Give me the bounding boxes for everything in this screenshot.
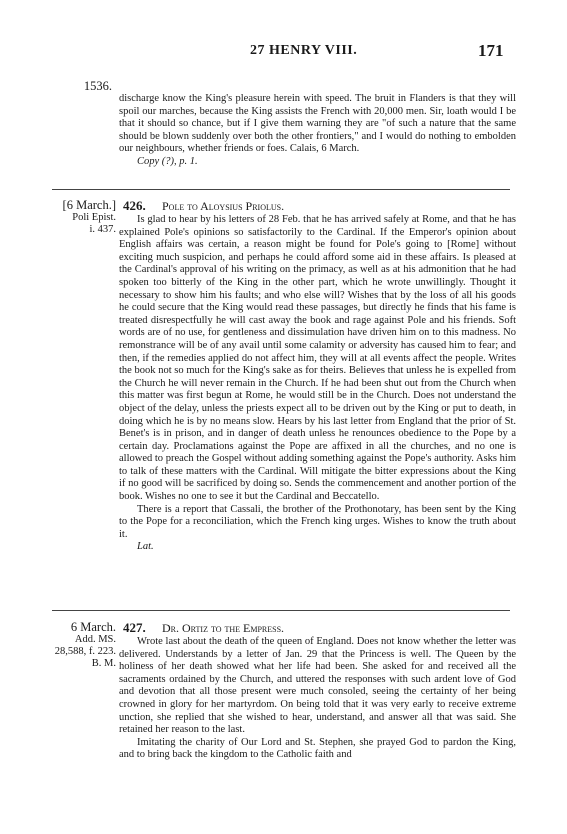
entry-426-margin <box>46 198 116 236</box>
entry-426-date: [6 March.] <box>62 198 116 212</box>
running-head <box>0 43 567 63</box>
running-head-title: 27 HENRY VIII. <box>250 43 358 58</box>
entry-426-source: Lat. <box>137 541 154 553</box>
entry-426-paragraph-1: Is glad to hear by his letters of 28 Feb. that he has arrived safely at Rome, and that he has explained Pole's opinions so satisfactorily to the Cardinal. If the Emperor's opinion about English affairs was certain, a reason might be found for Pole's going to [Rome] without exciting much suspicion, and perhaps he could afford some aid in these affairs. Is pleased at the Cardinal's approval of his writing on the primacy, as well as at his admonition that he had spoken too bitterly of the King in the other part, which he wrote unwillingly. Thought it necessary to show him his faults; and who else will? Wishes that by the loss of all his goods he could secure that the King would read these passages, but directly he finds that his fame is treated disrespectfully he will cast away the book and rage against Pole and his friends. Soft words are of no use, for gentleness and dissimulation have driven him on to this madness. No remonstrance will be of any avail until some calamity or adversity has caused him to fear; and then, if the remedies applied do not affect him, they will at all events affect the people. Writes the book not so much for the King's sake as for theirs. Believes that unless he is expelled from the Church he will never remain in the Church. If he had been shut out from the Church when this matter was first begun at Rome, he would still be in the Church. Does not understand the object of the delay, unless the priests expect all to be driven out by the King or put to death, in doing which he is by no means slow. Hears by his last letter from England that the prior of St. Benet's is in prison, and in danger of death unless he renounces obedience to the Pope by a certain day. Proclamations against the Pope are affixed in all the churches, and no one is allowed to preach the Gospel without adding something against the Pope's authority. Asks him to talk of these matters with the Cardinal. Will mitigate the bitter expressions about the King if no good will be sacrificed by doing so. Sends the commencement and another portion of the book. Wishes no one to see it but the Cardinal and Beccatello. <box>119 214 516 503</box>
section-divider-2 <box>52 610 510 611</box>
section-divider <box>52 189 510 190</box>
year-marker: 1536. <box>83 79 112 93</box>
entry-426-ref-2: i. 437. <box>89 224 116 235</box>
entry-427-paragraph-1: Wrote last about the death of the queen of England. Does not know whether the letter was delivered. Understands by a letter of Jan. 29 that the Princess is well. The Queen by the holiness of her death showed what her life had been. She asked for and received all the sacraments ordained by the Church, and uttered the responses with such ardent love of God and devotion that all those present were much consoled, seeing the certainty of her being crowned in glory for her martyrdom. On being told that it was very early to receive extreme unction, she replied that she wished to hear, understand, and answer all that was said. She retained her reason to the last. <box>119 636 516 736</box>
entry-427-number: 427. <box>123 620 146 635</box>
entry-427-title: Dr. Ortiz to the Empress. <box>162 621 285 635</box>
entry-427-ref-1: Add. MS. <box>74 634 116 645</box>
entry-426-number: 426. <box>123 198 146 213</box>
entry-427-date: 6 March. <box>70 620 116 634</box>
entry-426-body <box>119 214 516 554</box>
entry-426-paragraph-2: There is a report that Cassali, the brother of the Prothonotary, has been sent by the King to the Pope for a reconciliation, which the French king urges. Wishes to know the truth about it. <box>119 503 516 540</box>
entry-426-title: Pole to Aloysius Priolus. <box>162 199 285 213</box>
entry-427-body <box>119 636 516 762</box>
continued-letter <box>119 93 516 169</box>
entry-427-paragraph-2: Imitating the charity of Our Lord and St. Stephen, she prayed God to pardon the King, and to bring back the kingdom to the Catholic faith and <box>119 736 516 761</box>
entry-426-ref-1: Poli Epist. <box>72 212 116 223</box>
page-number: 171 <box>478 41 504 60</box>
entry-427-ref-2: 28,588, f. 223. <box>54 646 116 657</box>
entry-427-margin <box>46 620 116 670</box>
continued-letter-source: Copy (?), p. 1. <box>137 155 198 167</box>
continued-letter-text: discharge know the King's pleasure herein with speed. The bruit in Flanders is that they will spoil our marches, because the King assists the French with 20,000 men. Sir, loath would I be that it should so chance, but if I give them warning they are "of such a nature that the same should be blown suddenly over both the other frontiers," and I would do nothing to embolden our neighbours, whether friends or foes. Calais, 6 March. <box>119 93 516 155</box>
entry-427-ref-3: B. M. <box>91 658 116 669</box>
